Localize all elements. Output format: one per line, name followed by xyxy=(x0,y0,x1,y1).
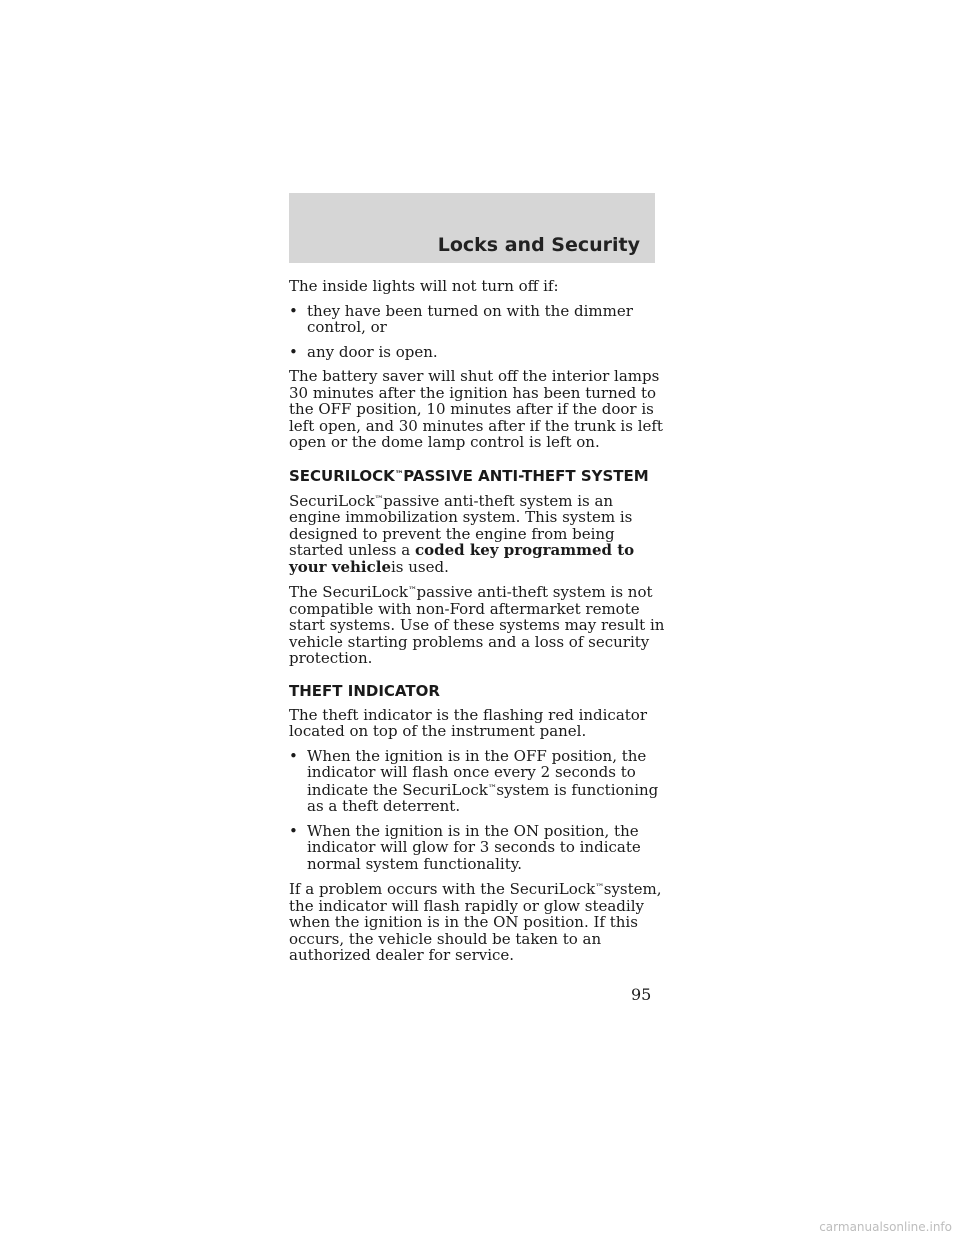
compatibility-paragraph xyxy=(289,583,669,667)
watermark-text: carmanualsonline.info xyxy=(819,1220,952,1234)
text-run: system is functioning as a theft deterrent. xyxy=(307,780,659,815)
bullet-icon: • xyxy=(289,342,298,361)
trademark-symbol: ™ xyxy=(487,783,497,794)
list-item xyxy=(289,823,669,873)
text-run: If a problem occurs with the SecuriLock xyxy=(289,880,596,898)
trademark-symbol: ™ xyxy=(374,494,384,505)
securilock-paragraph xyxy=(289,492,669,576)
trademark-symbol: ™ xyxy=(407,586,417,596)
list-item xyxy=(289,303,669,336)
section-header-tab xyxy=(289,193,655,263)
page-number: 95 xyxy=(631,985,652,1004)
list-item xyxy=(289,344,669,361)
text-run: is used. xyxy=(391,557,449,576)
list-item-text xyxy=(307,748,669,815)
problem-paragraph xyxy=(289,880,669,964)
text-run: SecuriLock xyxy=(289,491,375,510)
list-item xyxy=(289,748,669,815)
bullet-icon: • xyxy=(289,301,298,320)
text-run: passive anti-theft system is not compatible with non-Ford aftermarket remote start systems. Use of these systems may result in vehicle starting problems and a loss of security protection. xyxy=(289,583,665,667)
bullet-icon: • xyxy=(289,821,298,840)
heading-text: PASSIVE ANTI-THEFT SYSTEM xyxy=(403,466,649,485)
text-run: system, the indicator will flash rapidly or glow steadily when the ignition is in the ON position. If this occurs, the vehicle should be taken to an authorized dealer for service. xyxy=(289,880,662,964)
text-run: When the ignition is in the OFF position, the indicator will flash once every 2 seconds to indicate the SecuriLock xyxy=(307,746,647,799)
bullet-icon: • xyxy=(289,746,298,765)
theft-indicator-heading: THEFT INDICATOR xyxy=(289,681,440,700)
list-item-text: they have been turned on with the dimmer control, or xyxy=(307,301,633,336)
intro-paragraph: The inside lights will not turn off if: xyxy=(289,277,559,295)
securilock-heading xyxy=(289,467,669,485)
trademark-symbol: ™ xyxy=(394,469,404,480)
trademark-symbol: ™ xyxy=(595,883,604,893)
emphasis-text: coded key programmed to your vehicle xyxy=(289,541,635,576)
text-run: The SecuriLock xyxy=(289,583,408,601)
battery-saver-paragraph: The battery saver will shut off the interior lamps 30 minutes after the ignition has been turned to the OFF position, 10 minutes after if the door is left open, and 30 minutes after if the trunk is left open or the dome lamp control is left on. xyxy=(289,367,663,451)
list-item-text: any door is open. xyxy=(307,342,438,361)
page-body xyxy=(289,278,669,972)
text-run: passive anti-theft system is an engine immobilization system. This system is designed to prevent the engine from being started unless a xyxy=(289,491,633,559)
list-item-text: When the ignition is in the ON position, the indicator will glow for 3 seconds to indicate normal system functionality. xyxy=(307,821,641,873)
indicator-paragraph: The theft indicator is the flashing red indicator located on top of the instrument panel. xyxy=(289,705,648,740)
heading-text: SECURILOCK xyxy=(289,466,395,485)
section-title: Locks and Security xyxy=(437,234,640,256)
